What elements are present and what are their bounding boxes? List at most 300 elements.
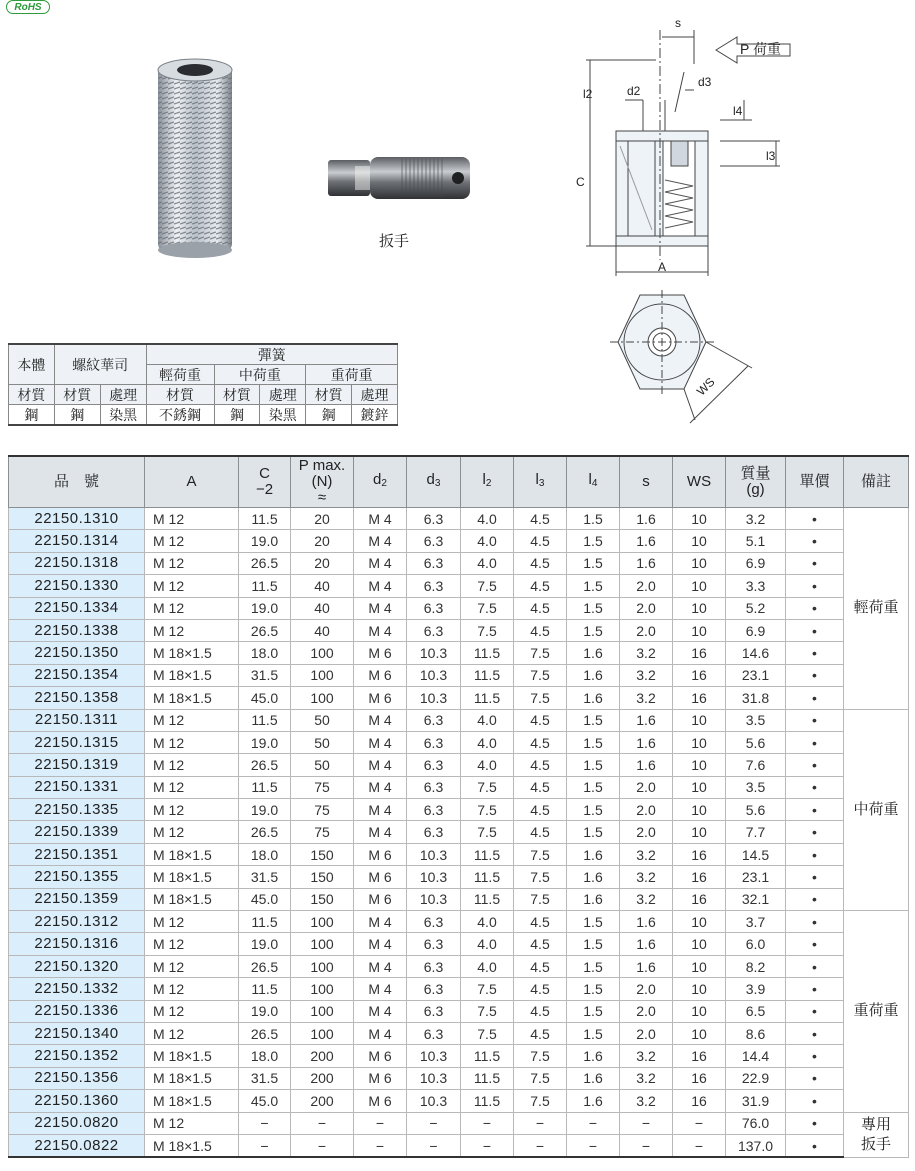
part-number-cell: 22150.1360: [9, 1090, 145, 1112]
table-row: [9, 978, 909, 1000]
table-cell: −: [514, 1134, 567, 1157]
hdr-treat-2: 處理: [260, 385, 306, 405]
hdr-body: 本體: [9, 344, 55, 385]
table-cell: 2.0: [620, 1022, 673, 1044]
table-cell: •: [786, 1090, 844, 1112]
table-cell: 3.2: [620, 1067, 673, 1089]
table-cell: M 4: [354, 530, 407, 552]
table-cell: −: [407, 1134, 461, 1157]
table-cell: 26.5: [239, 821, 291, 843]
table-cell: 10: [673, 776, 726, 798]
table-cell: 150: [291, 866, 354, 888]
table-cell: •: [786, 754, 844, 776]
table-cell: 50: [291, 709, 354, 731]
table-cell: 10: [673, 821, 726, 843]
table-cell: −: [239, 1112, 291, 1134]
table-cell: M 18×1.5: [145, 1045, 239, 1067]
table-cell: 26.5: [239, 1022, 291, 1044]
part-number-cell: 22150.1320: [9, 955, 145, 977]
table-cell: 1.5: [567, 911, 620, 933]
part-number-cell: 22150.1332: [9, 978, 145, 1000]
col-l3: $l_3$: [514, 456, 567, 508]
table-cell: 4.0: [461, 508, 514, 530]
table-cell: 10: [673, 575, 726, 597]
col-d3: $d_3$: [407, 456, 461, 508]
table-cell: 5.6: [726, 731, 786, 753]
table-cell: M 12: [145, 597, 239, 619]
table-cell: M 18×1.5: [145, 664, 239, 686]
table-cell: 40: [291, 575, 354, 597]
table-cell: 6.3: [407, 575, 461, 597]
table-cell: 6.0: [726, 933, 786, 955]
table-cell: 75: [291, 821, 354, 843]
table-cell: 100: [291, 911, 354, 933]
table-cell: 5.1: [726, 530, 786, 552]
table-cell: •: [786, 843, 844, 865]
table-cell: 3.2: [620, 664, 673, 686]
table-cell: 1.6: [620, 731, 673, 753]
group-note-cell: 專用 扳手: [844, 1112, 909, 1157]
table-cell: 31.5: [239, 664, 291, 686]
table-cell: M 6: [354, 664, 407, 686]
table-cell: −: [461, 1112, 514, 1134]
table-cell: M 4: [354, 933, 407, 955]
mat-value: 染黑: [100, 405, 146, 426]
table-cell: −: [354, 1112, 407, 1134]
table-cell: 1.5: [567, 776, 620, 798]
table-cell: 100: [291, 1000, 354, 1022]
table-cell: 1.5: [567, 1000, 620, 1022]
table-cell: 4.5: [514, 508, 567, 530]
mat-value: 鋼: [54, 405, 100, 426]
table-cell: 3.2: [620, 642, 673, 664]
table-cell: 6.3: [407, 619, 461, 641]
hdr-mat-3: 材質: [146, 385, 214, 405]
table-cell: 10: [673, 933, 726, 955]
table-row: [9, 597, 909, 619]
table-cell: 1.5: [567, 978, 620, 1000]
table-cell: 7.5: [461, 1022, 514, 1044]
col-price: 單價: [786, 456, 844, 508]
table-cell: 1.5: [567, 1022, 620, 1044]
hdr-light: 輕荷重: [146, 365, 214, 385]
table-cell: 7.5: [514, 866, 567, 888]
table-cell: −: [673, 1112, 726, 1134]
table-cell: 11.5: [239, 575, 291, 597]
table-cell: 10: [673, 731, 726, 753]
part-number-cell: 22150.1315: [9, 731, 145, 753]
dim-a-label: A: [658, 260, 667, 274]
table-cell: M 12: [145, 821, 239, 843]
table-cell: M 12: [145, 731, 239, 753]
col-part-number: 品 號: [9, 456, 145, 508]
group-note-cell: 輕荷重: [844, 508, 909, 710]
table-cell: 10: [673, 597, 726, 619]
table-cell: •: [786, 642, 844, 664]
table-cell: M 4: [354, 552, 407, 574]
col-d2: $d_2$: [354, 456, 407, 508]
table-cell: •: [786, 619, 844, 641]
table-cell: 4.0: [461, 911, 514, 933]
part-number-cell: 22150.1356: [9, 1067, 145, 1089]
group-note-cell: 中荷重: [844, 709, 909, 911]
table-cell: •: [786, 1000, 844, 1022]
table-cell: 7.5: [514, 1090, 567, 1112]
part-number-cell: 22150.1331: [9, 776, 145, 798]
table-cell: 7.5: [461, 776, 514, 798]
table-row: [9, 821, 909, 843]
part-number-cell: 22150.1319: [9, 754, 145, 776]
table-cell: 3.2: [620, 888, 673, 910]
table-cell: 4.5: [514, 1000, 567, 1022]
table-cell: −: [620, 1134, 673, 1157]
table-cell: 10.3: [407, 687, 461, 709]
table-cell: 7.5: [514, 1045, 567, 1067]
table-cell: 11.5: [461, 687, 514, 709]
table-cell: M 6: [354, 866, 407, 888]
hdr-mat-2: 材質: [54, 385, 100, 405]
table-row: [9, 776, 909, 798]
table-cell: 1.6: [567, 1067, 620, 1089]
table-cell: 2.0: [620, 597, 673, 619]
part-number-cell: 22150.1351: [9, 843, 145, 865]
table-cell: 6.3: [407, 754, 461, 776]
table-cell: 6.3: [407, 799, 461, 821]
table-cell: 1.6: [620, 530, 673, 552]
table-cell: −: [514, 1112, 567, 1134]
table-cell: 3.2: [620, 687, 673, 709]
table-cell: 16: [673, 687, 726, 709]
table-cell: 4.0: [461, 754, 514, 776]
table-cell: 16: [673, 642, 726, 664]
table-cell: 14.4: [726, 1045, 786, 1067]
table-cell: M 6: [354, 687, 407, 709]
table-cell: 4.0: [461, 955, 514, 977]
table-cell: 45.0: [239, 687, 291, 709]
table-cell: 1.5: [567, 530, 620, 552]
table-cell: 7.5: [461, 619, 514, 641]
table-cell: 11.5: [461, 888, 514, 910]
table-cell: •: [786, 508, 844, 530]
table-cell: 1.5: [567, 731, 620, 753]
table-cell: 1.6: [620, 933, 673, 955]
table-cell: 4.0: [461, 530, 514, 552]
dim-l3-label: l3: [766, 149, 776, 163]
table-cell: M 12: [145, 1112, 239, 1134]
table-cell: 2.0: [620, 821, 673, 843]
table-cell: −: [673, 1134, 726, 1157]
table-cell: 4.5: [514, 1022, 567, 1044]
table-cell: 20: [291, 508, 354, 530]
table-cell: M 18×1.5: [145, 866, 239, 888]
mat-value: 鋼: [306, 405, 352, 426]
table-cell: 11.5: [461, 866, 514, 888]
table-cell: 10.3: [407, 843, 461, 865]
table-cell: M 4: [354, 709, 407, 731]
table-cell: 19.0: [239, 530, 291, 552]
table-cell: 6.3: [407, 821, 461, 843]
table-cell: 1.6: [567, 1090, 620, 1112]
table-cell: 4.5: [514, 597, 567, 619]
table-cell: 45.0: [239, 888, 291, 910]
table-cell: •: [786, 1045, 844, 1067]
table-cell: 3.5: [726, 776, 786, 798]
table-cell: 40: [291, 597, 354, 619]
table-cell: 2.0: [620, 575, 673, 597]
table-cell: 6.3: [407, 1000, 461, 1022]
table-cell: 10: [673, 508, 726, 530]
table-cell: −: [567, 1112, 620, 1134]
table-cell: M 4: [354, 911, 407, 933]
table-cell: 22.9: [726, 1067, 786, 1089]
table-cell: 4.5: [514, 709, 567, 731]
table-cell: 6.3: [407, 552, 461, 574]
table-cell: 100: [291, 955, 354, 977]
table-cell: 26.5: [239, 754, 291, 776]
hdr-treat-1: 處理: [100, 385, 146, 405]
table-cell: 6.3: [407, 978, 461, 1000]
table-cell: M 12: [145, 933, 239, 955]
table-cell: 6.3: [407, 508, 461, 530]
table-cell: 19.0: [239, 597, 291, 619]
table-cell: 7.5: [461, 799, 514, 821]
table-cell: 100: [291, 687, 354, 709]
table-cell: 19.0: [239, 799, 291, 821]
table-cell: 1.6: [567, 1045, 620, 1067]
table-cell: 11.5: [239, 508, 291, 530]
dim-d2-label: d2: [627, 84, 641, 98]
table-cell: •: [786, 866, 844, 888]
table-cell: 10: [673, 955, 726, 977]
table-cell: 6.3: [407, 933, 461, 955]
table-cell: 6.5: [726, 1000, 786, 1022]
table-cell: 11.5: [239, 776, 291, 798]
table-cell: 1.6: [620, 508, 673, 530]
table-cell: 2.0: [620, 776, 673, 798]
table-cell: −: [567, 1134, 620, 1157]
table-cell: M 18×1.5: [145, 1067, 239, 1089]
table-cell: 76.0: [726, 1112, 786, 1134]
table-row: [9, 1045, 909, 1067]
table-cell: 7.5: [461, 978, 514, 1000]
table-cell: 6.3: [407, 709, 461, 731]
mat-value: 不銹鋼: [146, 405, 214, 426]
table-cell: •: [786, 888, 844, 910]
table-row: [9, 508, 909, 530]
table-cell: 5.6: [726, 799, 786, 821]
table-cell: 11.5: [461, 1045, 514, 1067]
col-c: C −2: [239, 456, 291, 508]
table-cell: 6.3: [407, 776, 461, 798]
table-cell: 7.5: [514, 1067, 567, 1089]
table-cell: 1.6: [620, 955, 673, 977]
table-cell: 10: [673, 799, 726, 821]
table-cell: 26.5: [239, 619, 291, 641]
table-cell: •: [786, 687, 844, 709]
section-drawing: [586, 30, 790, 276]
table-cell: 3.5: [726, 709, 786, 731]
table-cell: 4.5: [514, 978, 567, 1000]
part-number-cell: 22150.1350: [9, 642, 145, 664]
table-cell: 50: [291, 754, 354, 776]
table-cell: 23.1: [726, 664, 786, 686]
table-cell: 6.3: [407, 955, 461, 977]
table-cell: 4.5: [514, 911, 567, 933]
table-cell: 5.2: [726, 597, 786, 619]
table-cell: M 12: [145, 530, 239, 552]
table-cell: 1.5: [567, 552, 620, 574]
table-cell: 6.9: [726, 619, 786, 641]
table-cell: 137.0: [726, 1134, 786, 1157]
col-mass: 質量 (g): [726, 456, 786, 508]
part-number-cell: 22150.1354: [9, 664, 145, 686]
table-cell: 10.3: [407, 1067, 461, 1089]
part-number-cell: 22150.1355: [9, 866, 145, 888]
table-cell: 7.6: [726, 754, 786, 776]
table-cell: 1.6: [567, 843, 620, 865]
table-cell: M 12: [145, 575, 239, 597]
table-cell: 20: [291, 552, 354, 574]
table-cell: M 4: [354, 799, 407, 821]
table-cell: 10.3: [407, 866, 461, 888]
table-cell: •: [786, 1112, 844, 1134]
table-cell: 7.5: [461, 597, 514, 619]
table-cell: 10.3: [407, 1045, 461, 1067]
table-cell: 1.6: [567, 642, 620, 664]
part-number-cell: 22150.1318: [9, 552, 145, 574]
table-cell: 4.0: [461, 552, 514, 574]
table-cell: 31.9: [726, 1090, 786, 1112]
table-cell: 7.5: [461, 1000, 514, 1022]
table-cell: M 6: [354, 642, 407, 664]
table-cell: M 6: [354, 1067, 407, 1089]
table-cell: M 6: [354, 1090, 407, 1112]
table-cell: 1.6: [620, 552, 673, 574]
hdr-heavy: 重荷重: [306, 365, 398, 385]
table-row: [9, 687, 909, 709]
hdr-washer: 螺紋華司: [54, 344, 146, 385]
table-cell: 10.3: [407, 1090, 461, 1112]
table-cell: M 6: [354, 888, 407, 910]
table-cell: •: [786, 664, 844, 686]
mat-value: 鋼: [9, 405, 55, 426]
mat-value: 染黑: [260, 405, 306, 426]
table-cell: 1.6: [620, 754, 673, 776]
table-cell: −: [291, 1134, 354, 1157]
table-cell: M 4: [354, 978, 407, 1000]
table-cell: 32.1: [726, 888, 786, 910]
table-cell: 3.9: [726, 978, 786, 1000]
table-cell: 14.5: [726, 843, 786, 865]
table-cell: •: [786, 1067, 844, 1089]
table-cell: −: [354, 1134, 407, 1157]
part-number-cell: 22150.1339: [9, 821, 145, 843]
table-cell: 45.0: [239, 1090, 291, 1112]
hdr-medium: 中荷重: [214, 365, 306, 385]
col-a: A: [145, 456, 239, 508]
table-cell: 16: [673, 664, 726, 686]
table-row: [9, 911, 909, 933]
col-note: 備註: [844, 456, 909, 508]
table-cell: 150: [291, 888, 354, 910]
material-table: [8, 343, 398, 426]
hdr-mat-4: 材質: [214, 385, 260, 405]
mat-value: 鍍鋅: [352, 405, 398, 426]
table-cell: 4.5: [514, 933, 567, 955]
table-cell: M 4: [354, 1000, 407, 1022]
table-cell: 4.5: [514, 955, 567, 977]
table-cell: 10: [673, 530, 726, 552]
table-cell: −: [291, 1112, 354, 1134]
table-cell: 4.5: [514, 821, 567, 843]
table-cell: •: [786, 955, 844, 977]
table-row: [9, 1022, 909, 1044]
table-cell: 1.5: [567, 799, 620, 821]
table-cell: M 12: [145, 911, 239, 933]
table-cell: •: [786, 1022, 844, 1044]
part-number-cell: 22150.1334: [9, 597, 145, 619]
table-cell: 11.5: [461, 664, 514, 686]
table-cell: 4.5: [514, 731, 567, 753]
table-cell: 7.5: [514, 888, 567, 910]
table-cell: •: [786, 978, 844, 1000]
table-cell: 2.0: [620, 619, 673, 641]
table-cell: 4.0: [461, 933, 514, 955]
table-row: [9, 866, 909, 888]
table-cell: 200: [291, 1090, 354, 1112]
table-cell: 1.6: [567, 687, 620, 709]
table-cell: 4.5: [514, 619, 567, 641]
wrench-photo: [328, 157, 470, 199]
table-cell: 23.1: [726, 866, 786, 888]
table-cell: 6.3: [407, 1022, 461, 1044]
table-cell: •: [786, 799, 844, 821]
table-cell: M 4: [354, 731, 407, 753]
table-cell: 31.5: [239, 1067, 291, 1089]
table-cell: M 12: [145, 799, 239, 821]
table-cell: 6.3: [407, 597, 461, 619]
table-cell: •: [786, 821, 844, 843]
table-cell: 1.5: [567, 575, 620, 597]
table-cell: 16: [673, 1090, 726, 1112]
table-cell: 200: [291, 1067, 354, 1089]
table-cell: 11.5: [461, 1090, 514, 1112]
table-cell: 8.6: [726, 1022, 786, 1044]
table-cell: 150: [291, 843, 354, 865]
table-cell: 10: [673, 619, 726, 641]
table-cell: 10: [673, 1000, 726, 1022]
table-cell: 3.2: [620, 1045, 673, 1067]
load-p-label: P 荷重: [740, 41, 781, 57]
table-cell: 1.5: [567, 821, 620, 843]
table-cell: M 4: [354, 776, 407, 798]
part-number-cell: 22150.0820: [9, 1112, 145, 1134]
table-cell: 10.3: [407, 642, 461, 664]
part-number-cell: 22150.1336: [9, 1000, 145, 1022]
table-cell: M 18×1.5: [145, 1090, 239, 1112]
table-cell: 10.3: [407, 664, 461, 686]
table-cell: 10: [673, 911, 726, 933]
table-cell: 18.0: [239, 843, 291, 865]
spec-table: [8, 455, 909, 1158]
table-row: [9, 754, 909, 776]
col-l4: $l_4$: [567, 456, 620, 508]
table-cell: 7.7: [726, 821, 786, 843]
table-cell: 1.6: [620, 911, 673, 933]
table-cell: 11.5: [239, 911, 291, 933]
table-cell: •: [786, 731, 844, 753]
part-number-cell: 22150.1352: [9, 1045, 145, 1067]
